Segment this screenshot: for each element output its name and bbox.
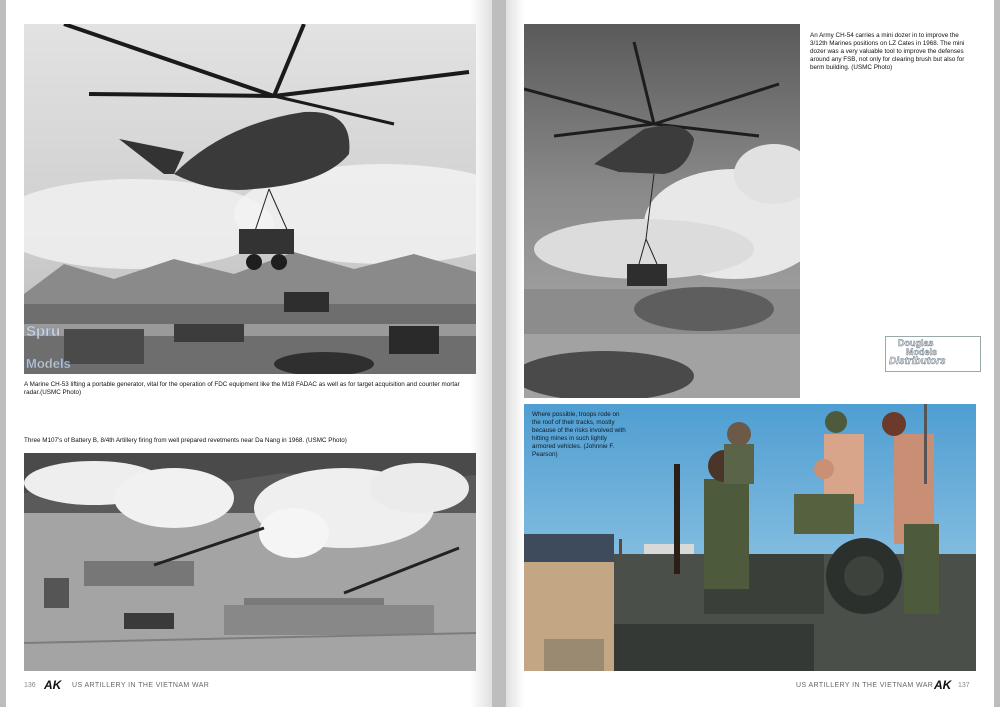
right-gutter-shadow	[506, 0, 524, 707]
running-title-right: US ARTILLERY IN THE VIETNAM WAR	[796, 682, 934, 689]
photo-m107-firing	[24, 453, 476, 671]
caption-ch53: A Marine CH-53 lifting a portable generator, vital for the operation of FDC equipment like the M18 FADAC as well as for target acquisition and counter mortar radar.(USMC Photo)	[24, 381, 460, 396]
caption-troops: Where possible, troops rode on the roof of their tracks, mostly because of the risks involved with hitting mines in such lightly armored vehicles. (Johnnie F. Pearson)	[532, 411, 626, 458]
brand-logo-left: AK	[44, 678, 62, 692]
photo-ch53-helicopter	[24, 24, 476, 374]
watermark-douglas-line2: Models	[906, 347, 938, 357]
running-title-left: US ARTILLERY IN THE VIETNAM WAR	[72, 682, 210, 689]
brand-logo-right: AK	[934, 678, 952, 692]
caption-m107: Three M107's of Battery B, 8/4th Artillery firing from well prepared revetments near Da Nang in 1968. (USMC Photo)	[24, 437, 347, 444]
page-number-right: 137	[958, 682, 970, 689]
watermark-douglas-box	[885, 336, 981, 372]
caption-ch54: An Army CH-54 carries a mini dozer in to improve the 3/12th Marines positions on LZ Cates in 1968. The mini dozer was a very valuable tool to improve the defenses around any FSB, not only for clearing brush but also for berm building. (USMC Photo)	[810, 32, 965, 71]
ch54-photo-image	[524, 24, 800, 398]
m107-photo-image	[24, 453, 476, 671]
watermark-douglas-line1: Douglas	[898, 338, 934, 348]
ch53-photo-image	[24, 24, 476, 374]
photo-ch54-helicopter	[524, 24, 800, 398]
watermark-sprue-line2: Models	[26, 356, 71, 371]
page-number-left: 136	[24, 682, 36, 689]
watermark-sprue-line1: Spru	[26, 323, 61, 340]
watermark-douglas-line3: Distributors	[889, 356, 946, 367]
